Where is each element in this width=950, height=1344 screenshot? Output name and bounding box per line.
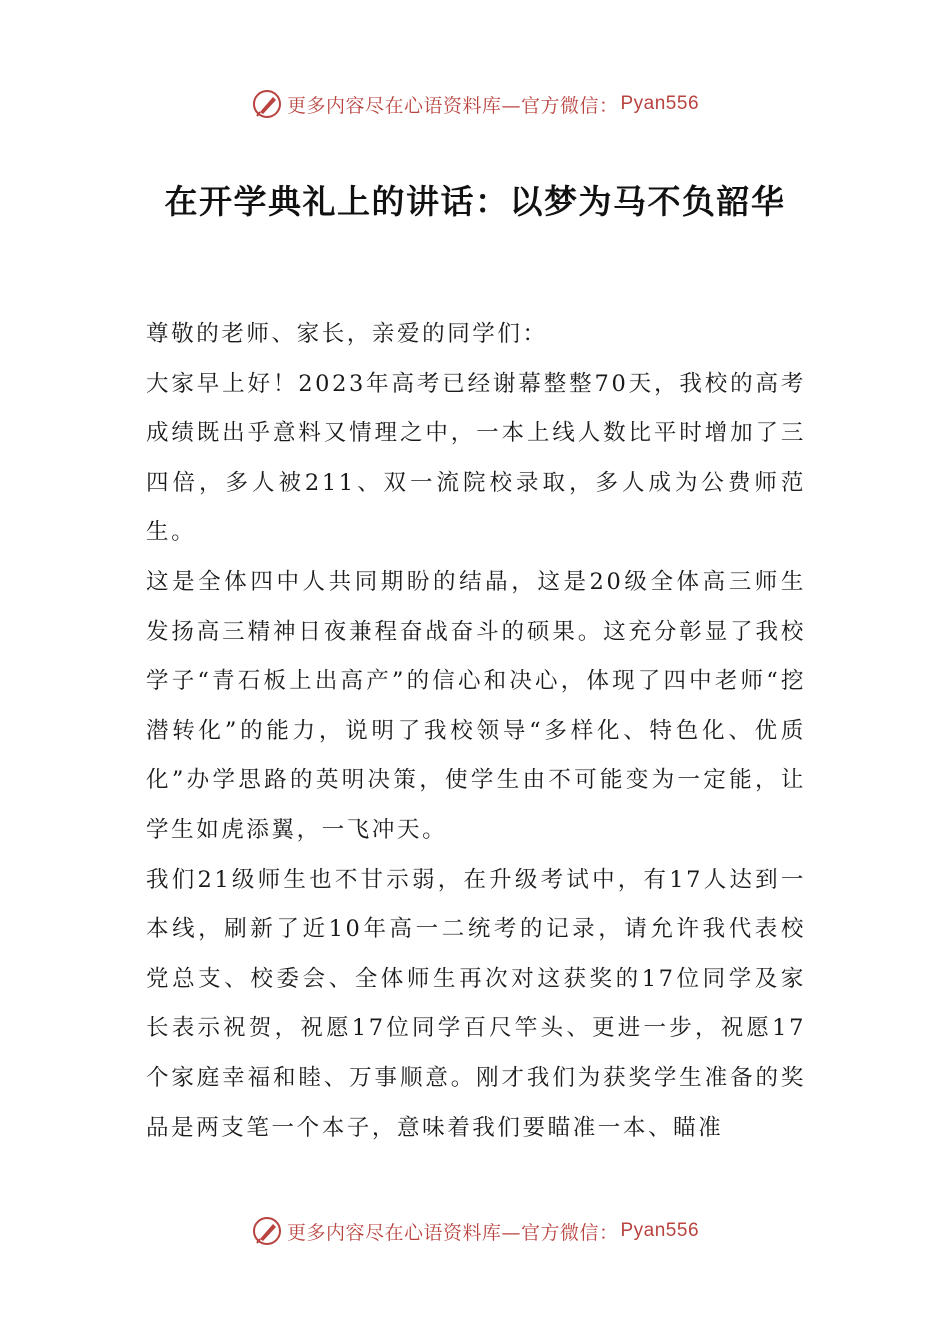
salutation: 尊敬的老师、家长，亲爱的同学们： [146,321,548,347]
quill-pen-icon [251,88,283,120]
paragraph: 这是全体四中人共同期盼的结晶，这是20级全体高三师生发扬高三精神日夜兼程奋战奋斗的硕果。这充分彰显了我校学子“青石板上出高产”的信心和决心，体现了四中老师“挖潜转化”的能力，说明了我校领导“多样化、特色化、优质化”办学思路的英明决策，使学生由不可能变为一定能，让学生如虎添翼，一飞冲天。 [146,568,806,843]
document-body [146,310,806,1153]
banner-text: 更多内容尽在心语资料库—官方微信： [286,1221,619,1244]
paragraph: 我们21级师生也不甘示弱，在升级考试中，有17人达到一本线，刷新了近10年高一二统考的记录，请允许我代表校党总支、校委会、全体师生再次对这获奖的17位同学及家长表示祝贺，祝愿17位同学百尺竿头、更进一步，祝愿17个家庭幸福和睦、万事顺意。刚才我们为获奖学生准备的奖品是两支笔一个本子，意味着我们要瞄准一本、瞄准 [146,866,806,1141]
footer-banner [0,1209,950,1253]
quill-pen-icon [251,1215,283,1247]
wechat-id: Pyan556 [620,93,700,114]
document-title: 在开学典礼上的讲话：以梦为马不负韶华 [164,182,786,221]
paragraph: 大家早上好！2023年高考已经谢幕整整70天，我校的高考成绩既出乎意料又情理之中，一本上线人数比平时增加了三四倍，多人被211、双一流院校录取，多人成为公费师范生。 [146,370,806,546]
wechat-id: Pyan556 [620,1220,700,1241]
header-banner [0,82,950,126]
banner-text: 更多内容尽在心语资料库—官方微信： [286,94,619,117]
